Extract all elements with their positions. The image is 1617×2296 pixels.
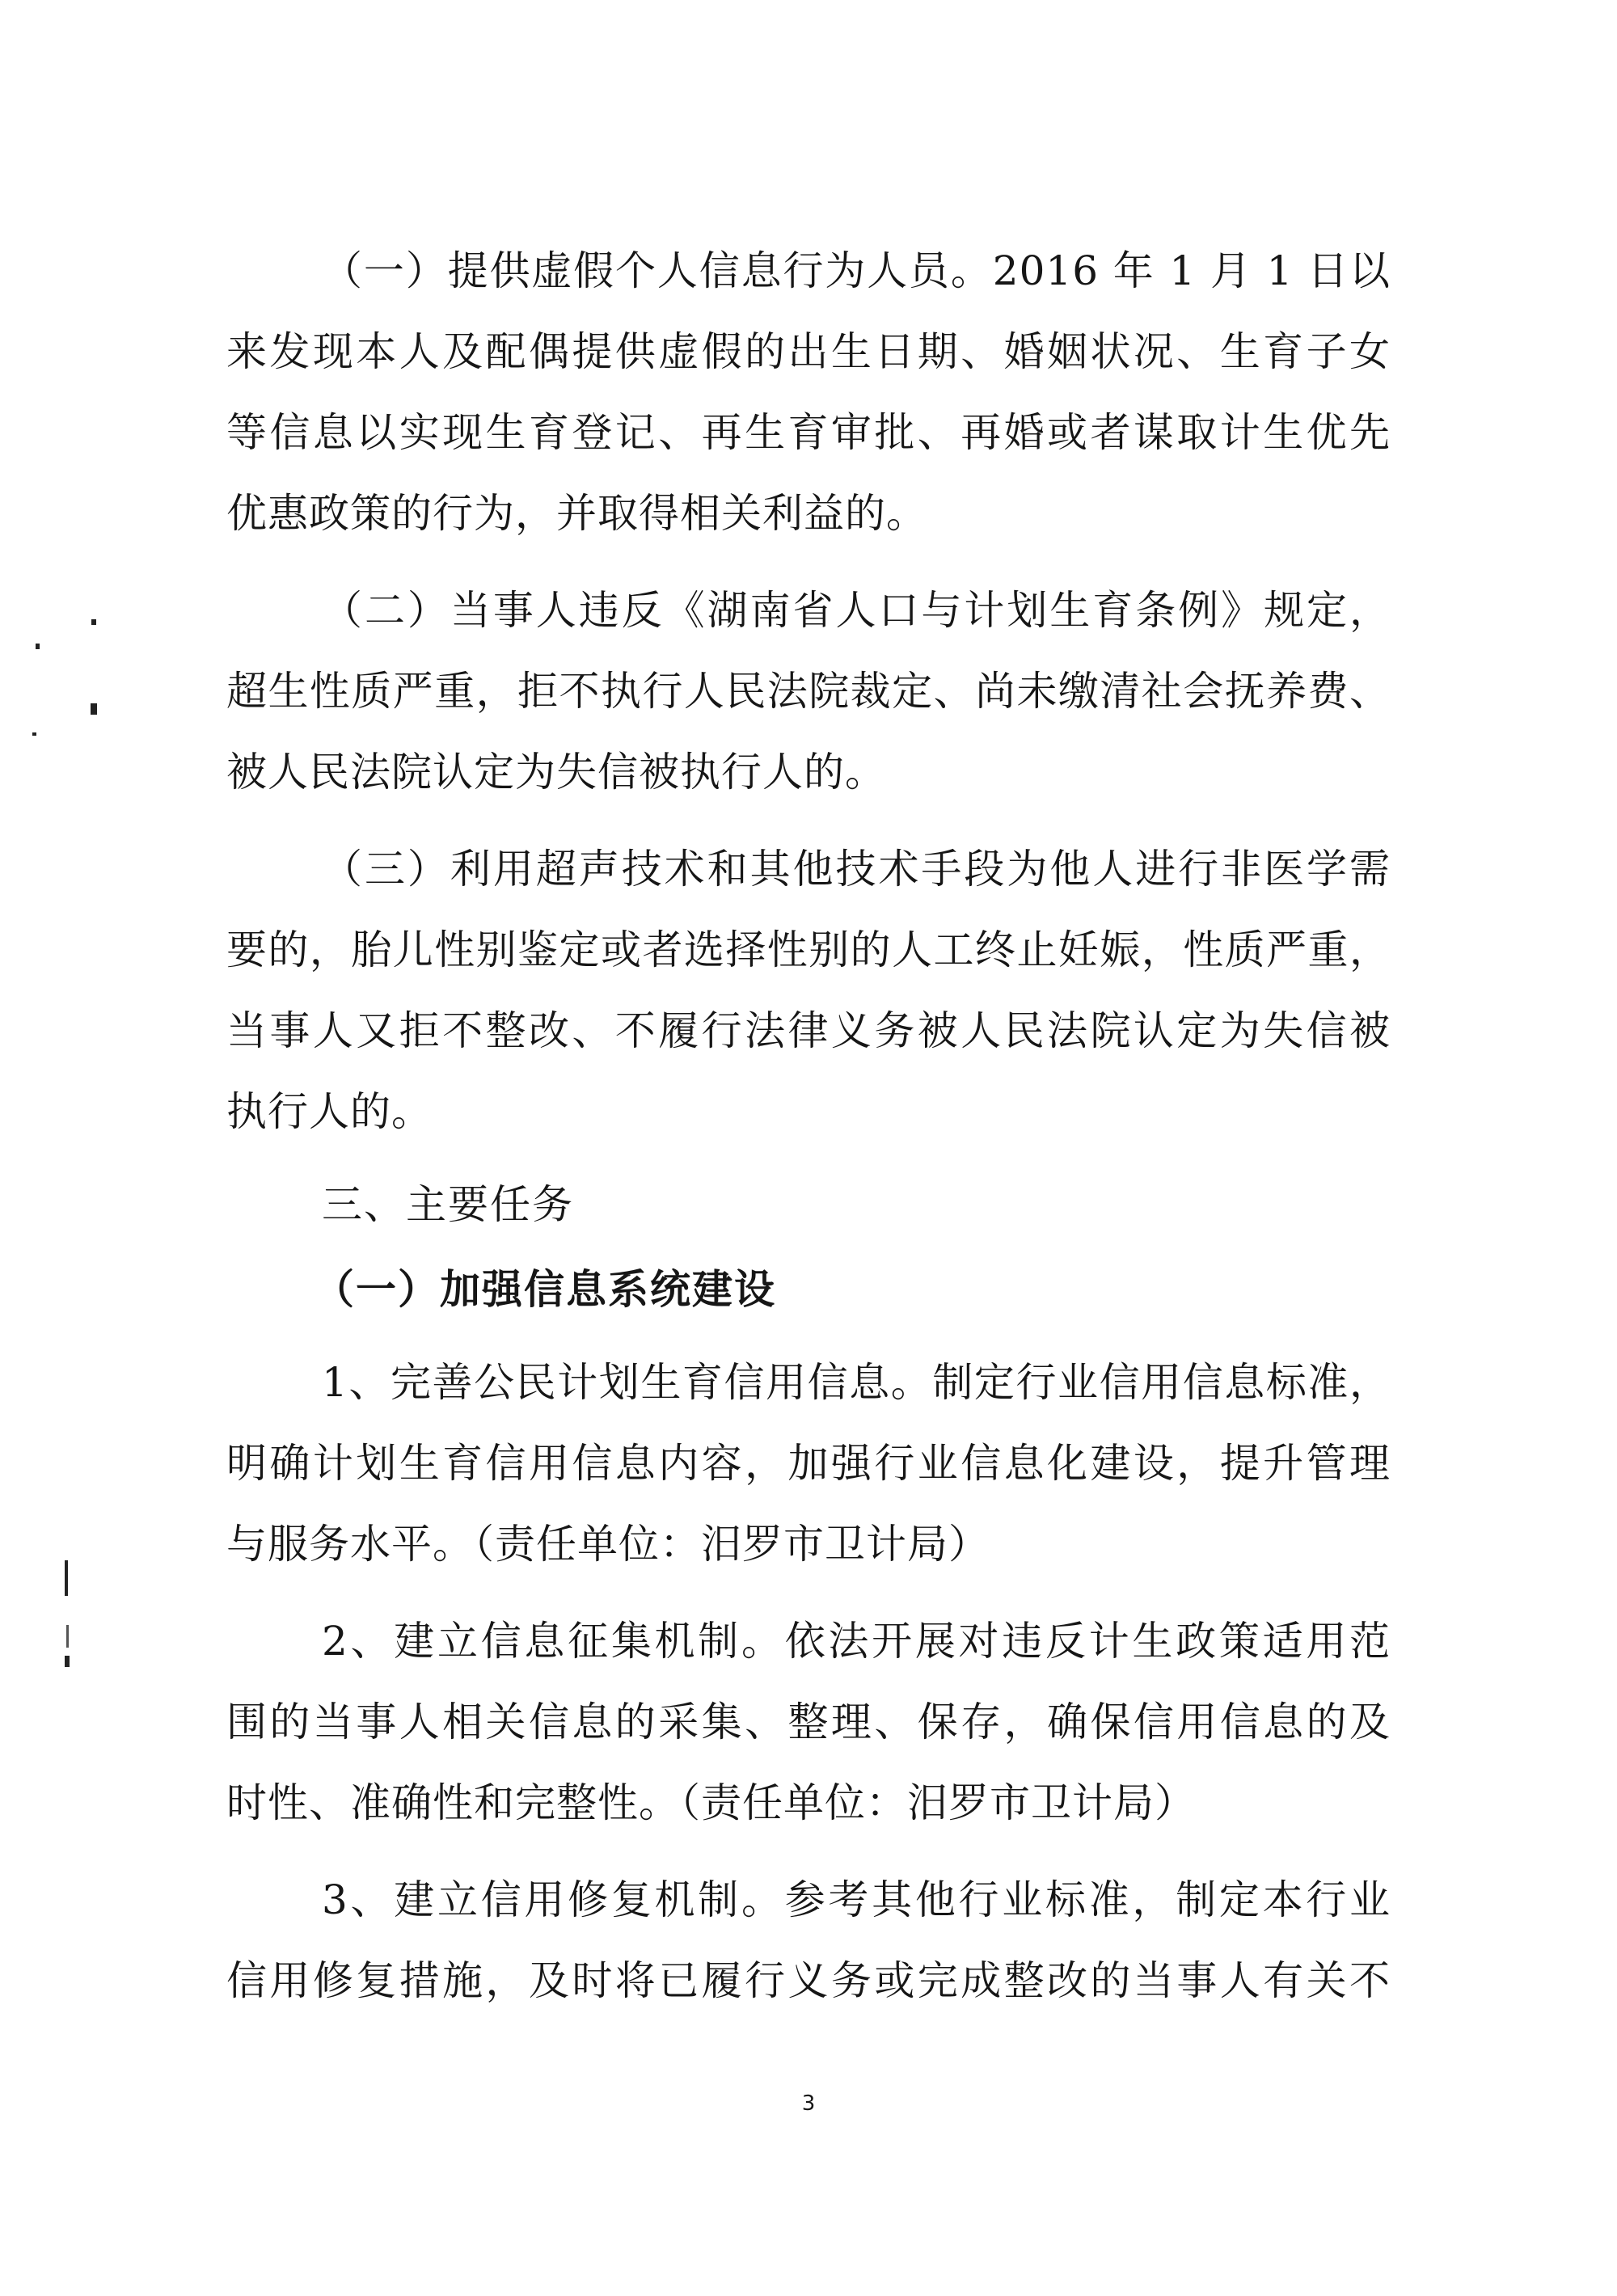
paragraph-line: （二）当事人违反《湖南省人口与计划生育条例》规定， [322, 587, 1391, 634]
paragraph-line: 2、建立信息征集机制。依法开展对违反计生政策适用范 [322, 1618, 1391, 1665]
paragraph-line: 执行人的。 [226, 1088, 433, 1135]
paragraph-line: 超生性质严重，拒不执行人民法院裁定、尚未缴清社会抚养费、 [226, 668, 1391, 715]
scan-speck [65, 1560, 68, 1596]
scan-speck [91, 703, 97, 715]
scan-speck [65, 1656, 70, 1667]
paragraph-line: （一）提供虚假个人信息行为人员。2016 年 1 月 1 日以 [322, 247, 1391, 294]
paragraph-line: 3、建立信用修复机制。参考其他行业标准，制定本行业 [322, 1876, 1391, 1923]
scan-speck [36, 644, 40, 649]
paragraph-line: 优惠政策的行为，并取得相关利益的。 [226, 490, 927, 537]
paragraph-line: 明确计划生育信用信息内容，加强行业信息化建设，提升管理 [226, 1440, 1391, 1487]
paragraph-line: 信用修复措施，及时将已履行义务或完成整改的当事人有关不 [226, 1957, 1391, 2004]
scan-speck [32, 732, 36, 736]
paragraph-line: 围的当事人相关信息的采集、整理、保存，确保信用信息的及 [226, 1699, 1391, 1745]
paragraph-line: 时性、准确性和完整性。（责任单位：汨罗市卫计局） [226, 1779, 1196, 1826]
paragraph-line: 当事人又拒不整改、不履行法律义务被人民法院认定为失信被 [226, 1007, 1391, 1054]
section-heading: 三、主要任务 [322, 1181, 574, 1228]
subsection-heading: （一）加强信息系统建设 [314, 1266, 776, 1313]
scan-speck [91, 619, 96, 625]
paragraph-line: 被人民法院认定为失信被执行人的。 [226, 749, 886, 796]
paragraph-line: 来发现本人及配偶提供虚假的出生日期、婚姻状况、生育子女 [226, 328, 1391, 375]
paragraph-line: 要的，胎儿性别鉴定或者选择性别的人工终止妊娠，性质严重， [226, 926, 1391, 973]
paragraph-line: 1、完善公民计划生育信用信息。制定行业信用信息标准， [322, 1359, 1391, 1406]
paragraph-line: （三）利用超声技术和其他技术手段为他人进行非医学需 [322, 846, 1391, 893]
paragraph-line: 等信息以实现生育登记、再生育审批、再婚或者谋取计生优先 [226, 409, 1391, 456]
scan-speck [66, 1625, 69, 1648]
page-number: 3 [801, 2091, 816, 2116]
paragraph-line: 与服务水平。（责任单位：汨罗市卫计局） [226, 1521, 990, 1568]
